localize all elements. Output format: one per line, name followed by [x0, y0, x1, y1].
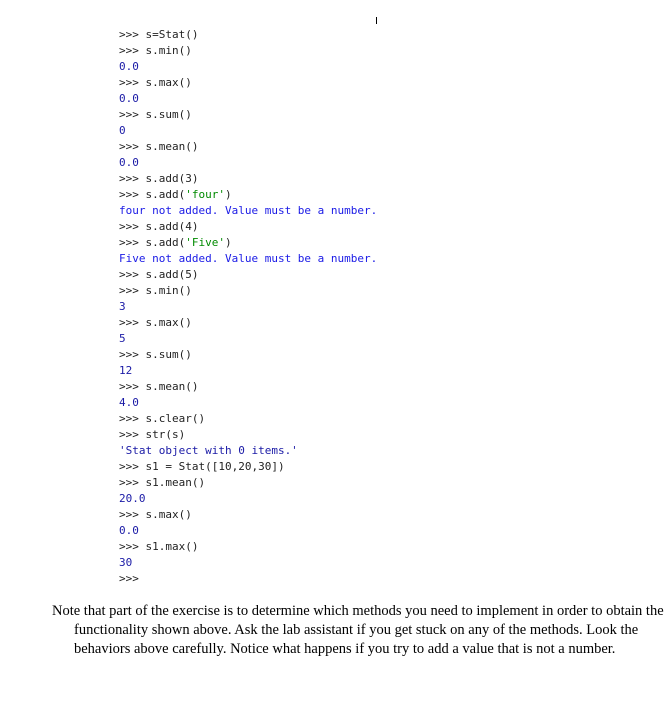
- shell-input-line: [119, 75, 377, 91]
- input-code: s.min(): [145, 284, 192, 297]
- output-value: 30: [119, 556, 133, 569]
- instruction-paragraph: Note that part of the exercise is to determine which methods you need to implement in order to obtain the functionality shown above. Ask the lab assistant if you get stuck on any of the methods. Look the behaviors above carefully. Notice what happens if you try to add a value that is not a number.: [52, 603, 664, 657]
- prompt-symbol: >>>: [119, 140, 139, 153]
- input-code: s.max(): [145, 316, 192, 329]
- shell-error-line: [119, 251, 377, 267]
- shell-output-line: [119, 395, 377, 411]
- output-value: 'Stat object with 0 items.': [119, 444, 298, 457]
- shell-prompt-line: [119, 571, 377, 587]
- output-value: 0: [119, 124, 126, 137]
- input-code: s.min(): [145, 44, 192, 57]
- prompt-symbol: >>>: [119, 380, 139, 393]
- input-code: s.add(5): [145, 268, 199, 281]
- page-mark: [376, 17, 377, 24]
- output-value: 12: [119, 364, 133, 377]
- prompt-symbol: >>>: [119, 268, 139, 281]
- shell-input-line: [119, 459, 377, 475]
- shell-output-line: [119, 443, 377, 459]
- prompt-symbol: >>>: [119, 348, 139, 361]
- shell-output-line: [119, 155, 377, 171]
- input-code: s.add(4): [145, 220, 199, 233]
- input-code: s.add(: [145, 188, 186, 201]
- input-code: s1.mean(): [145, 476, 206, 489]
- shell-output-line: [119, 331, 377, 347]
- shell-input-line: [119, 219, 377, 235]
- string-literal: 'four': [185, 188, 225, 201]
- shell-output-line: [119, 123, 377, 139]
- input-code: s.sum(): [145, 108, 192, 121]
- shell-input-line: [119, 507, 377, 523]
- error-message: Five not added. Value must be a number.: [119, 252, 378, 265]
- input-code: s.add(: [145, 236, 186, 249]
- shell-error-line: [119, 203, 377, 219]
- prompt-symbol: >>>: [119, 220, 139, 233]
- prompt-symbol: >>>: [119, 508, 139, 521]
- shell-input-line: [119, 427, 377, 443]
- shell-output-line: [119, 523, 377, 539]
- shell-input-line: [119, 187, 377, 203]
- shell-input-line: [119, 171, 377, 187]
- input-code: s.mean(): [145, 380, 199, 393]
- prompt-symbol: >>>: [119, 28, 139, 41]
- shell-input-line: [119, 539, 377, 555]
- output-value: 0.0: [119, 92, 139, 105]
- shell-output-line: [119, 299, 377, 315]
- prompt-symbol: >>>: [119, 236, 139, 249]
- prompt-symbol: >>>: [119, 108, 139, 121]
- input-code: s.max(): [145, 508, 192, 521]
- shell-input-line: [119, 139, 377, 155]
- shell-input-line: [119, 315, 377, 331]
- input-code: s.max(): [145, 76, 192, 89]
- output-value: 5: [119, 332, 126, 345]
- prompt-symbol: >>>: [119, 172, 139, 185]
- output-value: 3: [119, 300, 126, 313]
- shell-input-line: [119, 475, 377, 491]
- input-code: s.mean(): [145, 140, 199, 153]
- shell-output-line: [119, 91, 377, 107]
- output-value: 0.0: [119, 524, 139, 537]
- prompt-symbol: >>>: [119, 412, 139, 425]
- output-value: 0.0: [119, 156, 139, 169]
- input-code: s.clear(): [145, 412, 206, 425]
- string-literal: 'Five': [185, 236, 225, 249]
- prompt-symbol: >>>: [119, 428, 139, 441]
- input-code: str(s): [145, 428, 186, 441]
- input-code: s.sum(): [145, 348, 192, 361]
- error-message: four not added. Value must be a number.: [119, 204, 378, 217]
- shell-input-line: [119, 347, 377, 363]
- prompt-symbol: >>>: [119, 188, 139, 201]
- output-value: 0.0: [119, 60, 139, 73]
- shell-output-line: [119, 363, 377, 379]
- input-code: ): [225, 188, 232, 201]
- prompt-symbol: >>>: [119, 540, 139, 553]
- shell-input-line: [119, 43, 377, 59]
- input-code: ): [225, 236, 232, 249]
- shell-output-line: [119, 491, 377, 507]
- shell-input-line: [119, 267, 377, 283]
- shell-input-line: [119, 411, 377, 427]
- shell-input-line: [119, 27, 377, 43]
- prompt-symbol: >>>: [119, 460, 139, 473]
- output-value: 20.0: [119, 492, 146, 505]
- shell-output-line: [119, 59, 377, 75]
- prompt-symbol: >>>: [119, 572, 139, 585]
- python-shell-transcript: [119, 27, 377, 587]
- input-code: s=Stat(): [145, 28, 199, 41]
- input-code: s.add(3): [145, 172, 199, 185]
- shell-input-line: [119, 379, 377, 395]
- prompt-symbol: >>>: [119, 476, 139, 489]
- prompt-symbol: >>>: [119, 284, 139, 297]
- prompt-symbol: >>>: [119, 76, 139, 89]
- input-code: s1.max(): [145, 540, 199, 553]
- shell-input-line: [119, 107, 377, 123]
- input-code: s1 = Stat([10,20,30]): [145, 460, 285, 473]
- shell-input-line: [119, 235, 377, 251]
- prompt-symbol: >>>: [119, 316, 139, 329]
- shell-input-line: [119, 283, 377, 299]
- prompt-symbol: >>>: [119, 44, 139, 57]
- shell-output-line: [119, 555, 377, 571]
- output-value: 4.0: [119, 396, 139, 409]
